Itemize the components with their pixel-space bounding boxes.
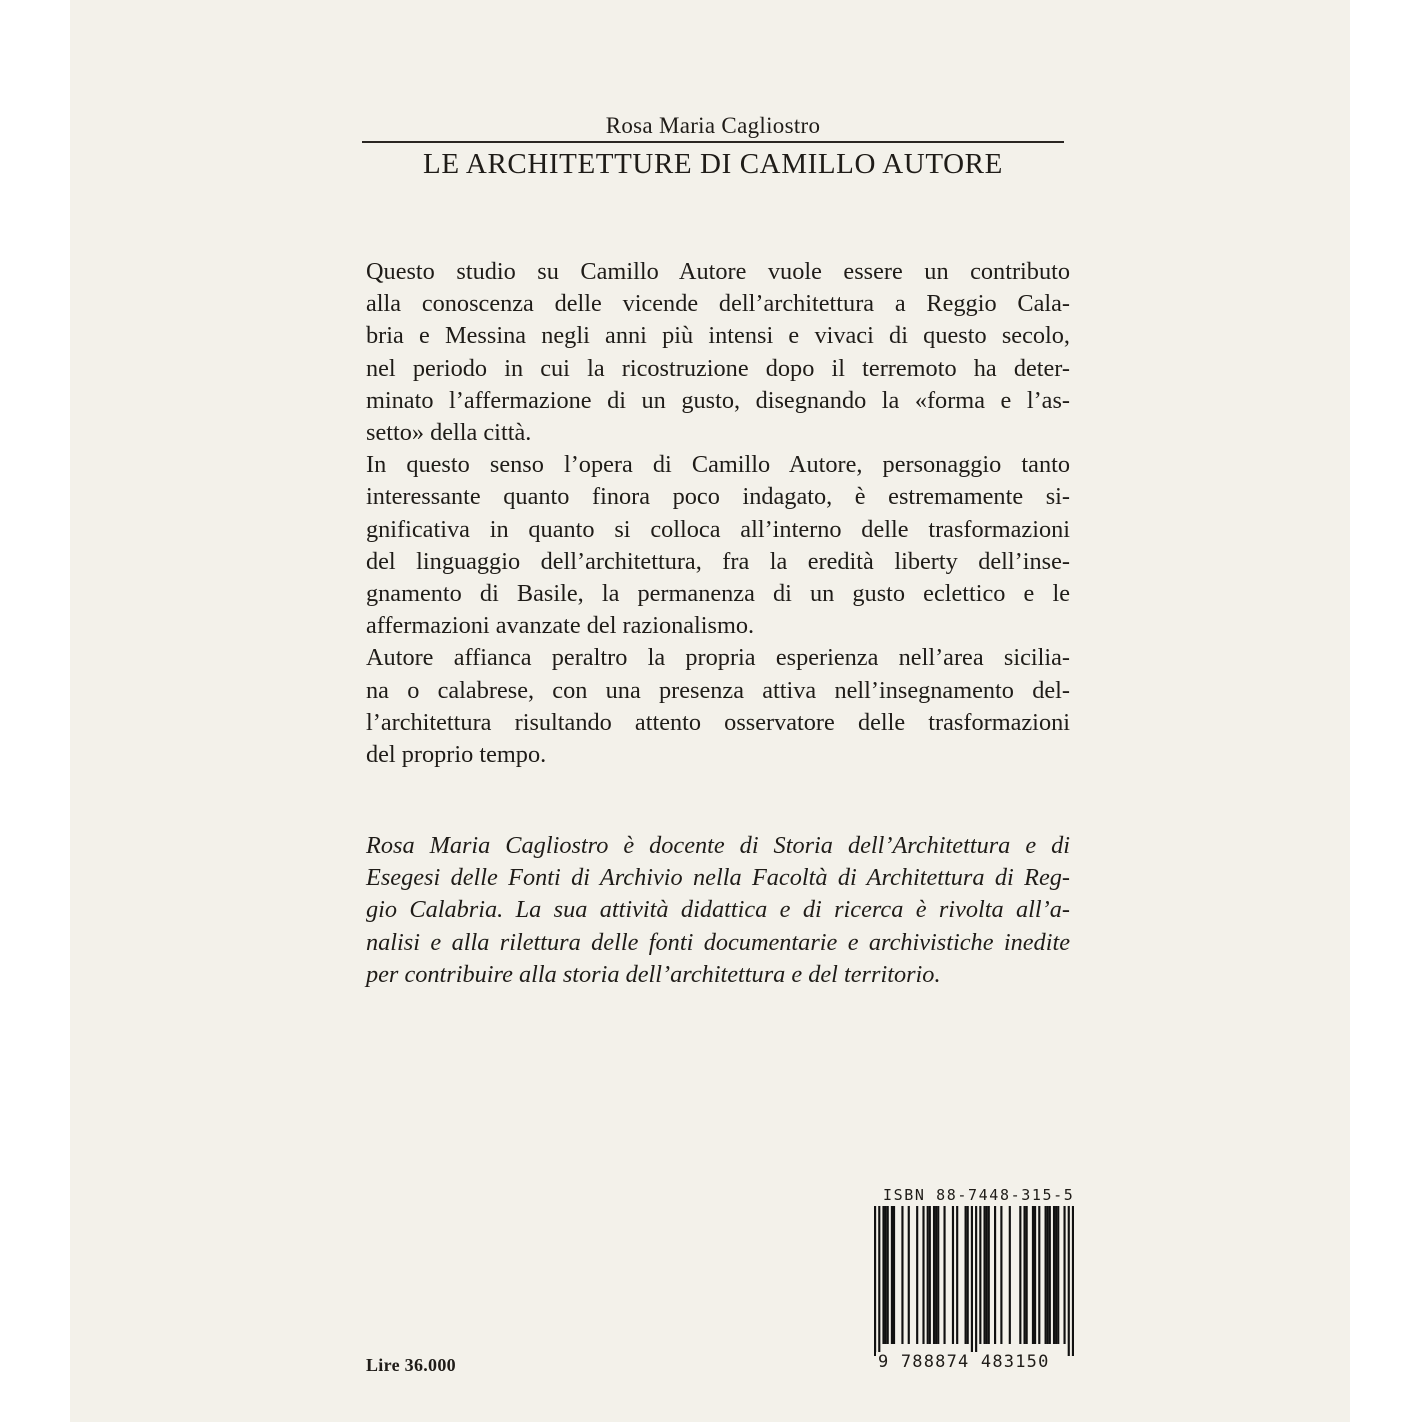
blurb-line: Autore affianca peraltro la propria esperienza nell’area sicilia- bbox=[366, 644, 1070, 672]
blurb-line: interessante quanto finora poco indagato, è estremamente si- bbox=[366, 483, 1070, 511]
barcode-bar bbox=[979, 1206, 981, 1344]
barcode-bar bbox=[1045, 1206, 1047, 1344]
barcode-bar bbox=[994, 1206, 996, 1344]
author-bio bbox=[366, 830, 1070, 991]
bio-line: Rosa Maria Cagliostro è docente di Storia dell’Architettura e di bbox=[366, 832, 1070, 859]
barcode-bar bbox=[986, 1206, 988, 1344]
barcode-bar bbox=[943, 1206, 945, 1344]
barcode-bar bbox=[983, 1206, 985, 1344]
barcode-bar bbox=[927, 1206, 929, 1344]
barcode-bar bbox=[1026, 1206, 1028, 1344]
barcode-bar bbox=[952, 1206, 954, 1344]
barcode-bar bbox=[1055, 1206, 1057, 1344]
blurb-line: setto» della città. bbox=[366, 419, 532, 447]
bio-line: nalisi e alla rilettura delle fonti documentarie e archivistiche inedite bbox=[366, 928, 1070, 956]
barcode-bar bbox=[916, 1206, 918, 1344]
bio-line: per contribuire alla storia dell’architettura e del territorio. bbox=[366, 960, 941, 988]
barcode-bar bbox=[901, 1206, 903, 1344]
barcode-bar bbox=[882, 1206, 884, 1344]
isbn-label: ISBN 88-7448-315-5 bbox=[883, 1186, 1075, 1204]
barcode-bar bbox=[1063, 1206, 1065, 1344]
blurb-line: gnificativa in quanto si colloca all’interno delle trasformazioni bbox=[366, 515, 1070, 543]
blurb-line: affermazioni avanzate del razionalismo. bbox=[366, 612, 755, 640]
barcode-bar bbox=[922, 1206, 924, 1344]
blurb-line: minato l’affermazione di un gusto, disegnando la «forma e l’as- bbox=[366, 386, 1070, 414]
barcode-bar bbox=[1032, 1206, 1034, 1344]
book-title: LE ARCHITETTURE DI CAMILLO AUTORE bbox=[423, 148, 1003, 180]
barcode-bar bbox=[933, 1206, 935, 1344]
title-rule bbox=[362, 141, 1064, 143]
barcode-bar bbox=[935, 1206, 937, 1344]
barcode-bar bbox=[988, 1206, 990, 1344]
barcode-bar bbox=[929, 1206, 931, 1344]
barcode-bar bbox=[885, 1206, 887, 1344]
blurb-line: bria e Messina negli anni più intensi e vivaci di questo secolo, bbox=[366, 322, 1070, 350]
blurb-line: alla conoscenza delle vicende dell’architettura a Reggio Cala- bbox=[366, 290, 1070, 318]
barcode-digits: 9 788874 483150 bbox=[878, 1352, 1050, 1372]
barcode-bar bbox=[1034, 1206, 1036, 1344]
barcode-bar bbox=[1072, 1206, 1074, 1356]
barcode-bar bbox=[971, 1206, 973, 1356]
blurb-line: del linguaggio dell’architettura, fra la eredità liberty dell’inse- bbox=[366, 547, 1070, 575]
barcode-bar bbox=[1057, 1206, 1059, 1344]
blurb-line: gnamento di Basile, la permanenza di un gusto eclettico e le bbox=[366, 580, 1070, 608]
blurb-line: na o calabrese, con una presenza attiva nell’insegnamento del- bbox=[366, 676, 1070, 704]
price-label: Lire 36.000 bbox=[366, 1355, 456, 1375]
bio-line: Esegesi delle Fonti di Archivio nella Facoltà di Architettura di Reg- bbox=[366, 864, 1070, 892]
barcode bbox=[874, 1206, 1074, 1356]
barcode-bar bbox=[1049, 1206, 1051, 1344]
barcode-bar bbox=[937, 1206, 939, 1344]
barcode-bar bbox=[1023, 1206, 1025, 1344]
barcode-bar bbox=[975, 1206, 977, 1356]
barcode-bar bbox=[967, 1206, 969, 1344]
barcode-bar bbox=[1000, 1206, 1002, 1344]
barcode-bar bbox=[1038, 1206, 1040, 1344]
blurb-line: In questo senso l’opera di Camillo Autore, personaggio tanto bbox=[366, 451, 1070, 479]
barcode-bar bbox=[1047, 1206, 1049, 1344]
blurb-line: l’architettura risultando attento osservatore delle trasformazioni bbox=[366, 708, 1070, 736]
barcode-bar bbox=[1053, 1206, 1055, 1344]
blurb-line: nel periodo in cui la ricostruzione dopo il terremoto ha deter- bbox=[366, 354, 1070, 382]
barcode-bar bbox=[874, 1206, 876, 1356]
blurb-line: Questo studio su Camillo Autore vuole essere un contributo bbox=[366, 258, 1070, 285]
blurb-line: del proprio tempo. bbox=[366, 741, 547, 769]
barcode-bar bbox=[887, 1206, 889, 1344]
barcode-bar bbox=[893, 1206, 895, 1344]
barcode-bar bbox=[891, 1206, 893, 1344]
author-name: Rosa Maria Cagliostro bbox=[605, 113, 821, 138]
barcode-bar bbox=[956, 1206, 958, 1344]
barcode-bar bbox=[1019, 1206, 1021, 1344]
bio-line: gio Calabria. La sua attività didattica e di ricerca è rivolta all’a- bbox=[366, 896, 1070, 924]
barcode-bar bbox=[1068, 1206, 1070, 1356]
barcode-bar bbox=[1009, 1206, 1011, 1344]
barcode-bar bbox=[878, 1206, 880, 1356]
blurb bbox=[366, 256, 1070, 771]
barcode-bar bbox=[908, 1206, 910, 1344]
barcode-bar bbox=[965, 1206, 967, 1344]
